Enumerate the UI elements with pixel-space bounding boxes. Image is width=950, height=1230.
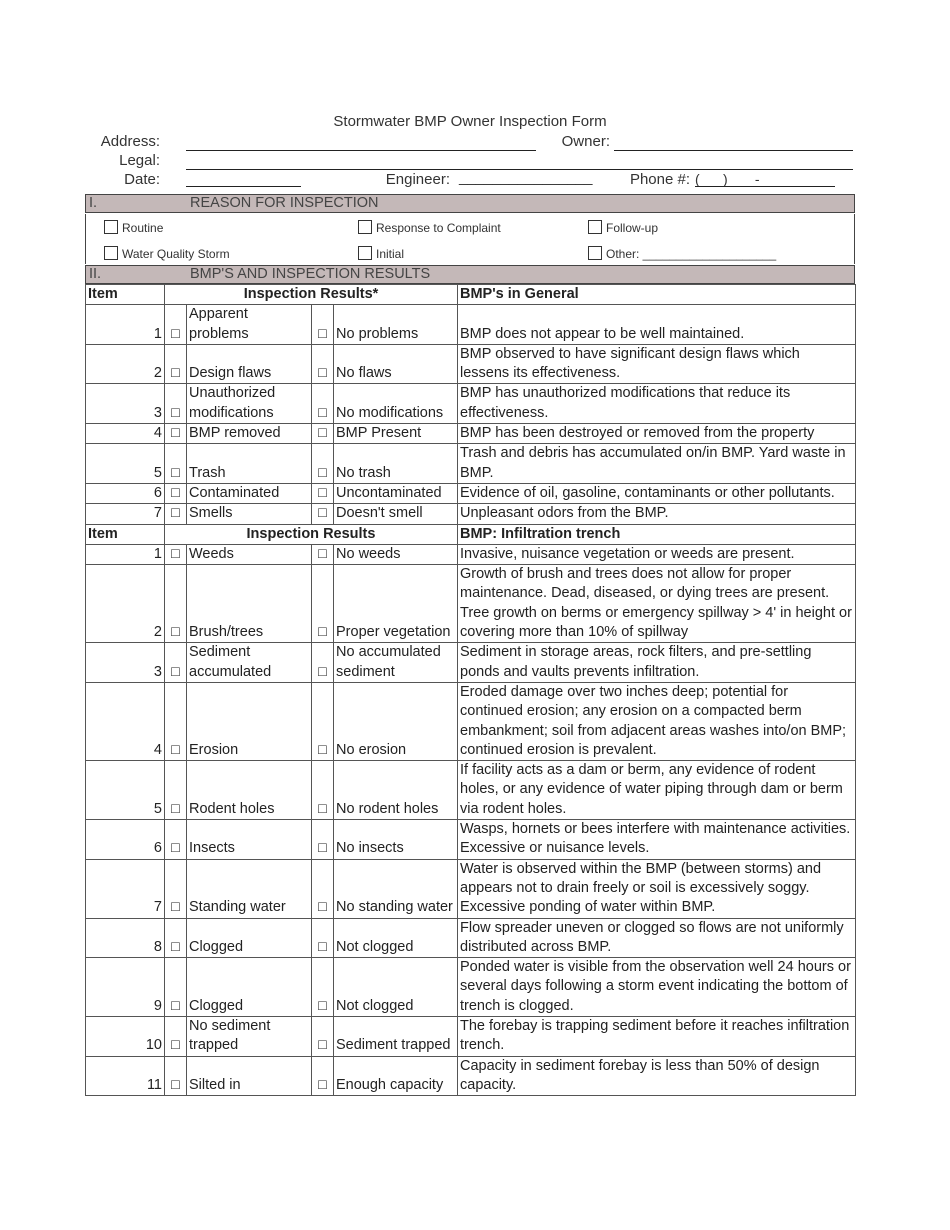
ok-label: No rodent holes: [334, 761, 458, 820]
table-row: [86, 504, 856, 524]
item-header: Item: [86, 524, 165, 544]
table-row: [86, 682, 856, 760]
other-checkbox[interactable]: [588, 246, 602, 260]
table-row: [86, 643, 856, 683]
other-label: Other: ____________________: [606, 247, 777, 261]
routine-checkbox[interactable]: [104, 220, 118, 234]
description: Sediment in storage areas, rock filters, and pre-settling ponds and vaults prevents infiltration.: [458, 643, 856, 683]
problem-checkbox[interactable]: □: [165, 859, 187, 918]
problem-label: Contaminated: [187, 483, 312, 503]
form-title: Stormwater BMP Owner Inspection Form: [333, 113, 607, 130]
problem-label: Smells: [187, 504, 312, 524]
item-number: 8: [86, 918, 165, 958]
ok-label: No insects: [334, 820, 458, 860]
owner-label: Owner:: [561, 133, 610, 150]
section-number: I.: [89, 195, 98, 211]
phone-label: Phone #:: [629, 171, 690, 188]
table-row: [86, 305, 856, 345]
ok-label: No trash: [334, 444, 458, 484]
initial-checkbox[interactable]: [358, 246, 372, 260]
ok-label: No flaws: [334, 344, 458, 384]
ok-checkbox[interactable]: □: [312, 424, 334, 444]
ok-label: No standing water: [334, 859, 458, 918]
problem-checkbox[interactable]: □: [165, 958, 187, 1017]
complaint-checkbox[interactable]: [358, 220, 372, 234]
item-number: 1: [86, 305, 165, 345]
ok-label: Not clogged: [334, 918, 458, 958]
problem-label: Clogged: [187, 918, 312, 958]
problem-label: Apparent problems: [187, 305, 312, 345]
inspection-table: [85, 284, 856, 1096]
ok-checkbox[interactable]: □: [312, 483, 334, 503]
problem-checkbox[interactable]: □: [165, 761, 187, 820]
storm-label: Water Quality Storm: [122, 247, 230, 261]
table-row: [86, 424, 856, 444]
problem-checkbox[interactable]: □: [165, 565, 187, 643]
item-number: 3: [86, 384, 165, 424]
description: Growth of brush and trees does not allow for proper maintenance. Dead, diseased, or dying trees are present. Tree growth on berms or emergency spillway > 4' in height or covering more than 10% of spillway: [458, 565, 856, 643]
table-row: [86, 1016, 856, 1056]
description: BMP has been destroyed or removed from the property: [458, 424, 856, 444]
description: Unpleasant odors from the BMP.: [458, 504, 856, 524]
ok-label: No accumulated sediment: [334, 643, 458, 683]
ok-checkbox[interactable]: □: [312, 444, 334, 484]
description: Wasps, hornets or bees interfere with maintenance activities. Excessive or nuisance levels.: [458, 820, 856, 860]
address-label: Address:: [100, 133, 160, 150]
description: BMP observed to have significant design flaws which lessens its effectiveness.: [458, 344, 856, 384]
description: Capacity in sediment forebay is less than 50% of design capacity.: [458, 1056, 856, 1096]
description-header: BMP's in General: [458, 285, 856, 305]
ok-checkbox[interactable]: □: [312, 643, 334, 683]
item-number: 2: [86, 344, 165, 384]
date-field[interactable]: [186, 186, 301, 187]
results-header: Inspection Results*: [165, 285, 458, 305]
table-row: [86, 820, 856, 860]
ok-label: No problems: [334, 305, 458, 345]
ok-checkbox[interactable]: □: [312, 918, 334, 958]
ok-checkbox[interactable]: □: [312, 859, 334, 918]
engineer-label: Engineer:: [385, 171, 450, 188]
description: If facility acts as a dam or berm, any evidence of rodent holes, or any evidence of water piping through dam or berm via rodent holes.: [458, 761, 856, 820]
problem-checkbox[interactable]: □: [165, 305, 187, 345]
table-row: [86, 761, 856, 820]
item-number: 6: [86, 483, 165, 503]
description: BMP does not appear to be well maintained.: [458, 305, 856, 345]
section-number: II.: [89, 266, 102, 282]
item-number: 5: [86, 444, 165, 484]
complaint-label: Response to Complaint: [376, 221, 501, 235]
item-number: 4: [86, 424, 165, 444]
problem-checkbox[interactable]: □: [165, 384, 187, 424]
routine-label: Routine: [122, 221, 164, 235]
item-number: 1: [86, 544, 165, 564]
problem-label: Clogged: [187, 958, 312, 1017]
item-number: 6: [86, 820, 165, 860]
table-row: [86, 384, 856, 424]
problem-checkbox[interactable]: □: [165, 424, 187, 444]
ok-checkbox[interactable]: □: [312, 820, 334, 860]
problem-checkbox[interactable]: □: [165, 918, 187, 958]
trench-header-row: [86, 524, 856, 544]
problem-checkbox[interactable]: □: [165, 444, 187, 484]
description: Water is observed within the BMP (between storms) and appears not to drain freely or soil is excessively soggy. Excessive ponding of water within BMP.: [458, 859, 856, 918]
section-title: BMP'S AND INSPECTION RESULTS: [190, 266, 431, 282]
section-title: REASON FOR INSPECTION: [190, 195, 379, 211]
ok-label: Uncontaminated: [334, 483, 458, 503]
engineer-field[interactable]: ________________: [459, 169, 593, 186]
problem-checkbox[interactable]: □: [165, 643, 187, 683]
problem-label: Trash: [187, 444, 312, 484]
problem-checkbox[interactable]: □: [165, 820, 187, 860]
problem-label: Rodent holes: [187, 761, 312, 820]
ok-label: Enough capacity: [334, 1056, 458, 1096]
address-field[interactable]: [186, 150, 536, 151]
problem-checkbox[interactable]: □: [165, 544, 187, 564]
ok-label: No weeds: [334, 544, 458, 564]
item-header: Item: [86, 285, 165, 305]
table-row: [86, 859, 856, 918]
table-row: [86, 344, 856, 384]
description: Invasive, nuisance vegetation or weeds are present.: [458, 544, 856, 564]
date-label: Date:: [124, 171, 160, 188]
description: Flow spreader uneven or clogged so flows are not uniformly distributed across BMP.: [458, 918, 856, 958]
item-number: 9: [86, 958, 165, 1017]
followup-label: Follow-up: [606, 221, 659, 235]
problem-label: Standing water: [187, 859, 312, 918]
problem-label: Weeds: [187, 544, 312, 564]
ok-checkbox[interactable]: □: [312, 305, 334, 345]
table-row: [86, 565, 856, 643]
problem-checkbox[interactable]: □: [165, 504, 187, 524]
description: BMP has unauthorized modifications that reduce its effectiveness.: [458, 384, 856, 424]
section-results-header: [85, 265, 855, 284]
problem-checkbox[interactable]: □: [165, 1016, 187, 1056]
problem-checkbox[interactable]: □: [165, 1056, 187, 1096]
item-number: 4: [86, 682, 165, 760]
problem-checkbox[interactable]: □: [165, 682, 187, 760]
problem-label: No sediment trapped: [187, 1016, 312, 1056]
problem-label: Silted in: [187, 1056, 312, 1096]
table-row: [86, 958, 856, 1017]
item-number: 7: [86, 504, 165, 524]
table-row: [86, 483, 856, 503]
ok-label: Proper vegetation: [334, 565, 458, 643]
problem-checkbox[interactable]: □: [165, 483, 187, 503]
ok-checkbox[interactable]: □: [312, 384, 334, 424]
phone-field[interactable]: ( ) -: [695, 171, 760, 187]
ok-label: BMP Present: [334, 424, 458, 444]
results-header: Inspection Results: [165, 524, 458, 544]
item-number: 2: [86, 565, 165, 643]
owner-field[interactable]: [614, 150, 853, 151]
description: Evidence of oil, gasoline, contaminants or other pollutants.: [458, 483, 856, 503]
description: Eroded damage over two inches deep; potential for continued erosion; any erosion on a compacted berm embankment; soil from adjacent areas washes into/on BMP; continued erosion is prevalent.: [458, 682, 856, 760]
description-header: BMP: Infiltration trench: [458, 524, 856, 544]
description: Trash and debris has accumulated on/in BMP. Yard waste in BMP.: [458, 444, 856, 484]
problem-label: Insects: [187, 820, 312, 860]
ok-checkbox[interactable]: □: [312, 958, 334, 1017]
item-number: 7: [86, 859, 165, 918]
followup-checkbox[interactable]: [588, 220, 602, 234]
table-row: [86, 1056, 856, 1096]
item-number: 3: [86, 643, 165, 683]
problem-label: BMP removed: [187, 424, 312, 444]
problem-label: Sediment accumulated: [187, 643, 312, 683]
ok-label: Not clogged: [334, 958, 458, 1017]
ok-label: Sediment trapped: [334, 1016, 458, 1056]
item-number: 10: [86, 1016, 165, 1056]
general-header-row: [86, 285, 856, 305]
initial-label: Initial: [376, 247, 405, 261]
storm-checkbox[interactable]: [104, 246, 118, 260]
ok-checkbox[interactable]: □: [312, 682, 334, 760]
item-number: 11: [86, 1056, 165, 1096]
table-row: [86, 918, 856, 958]
description: The forebay is trapping sediment before it reaches infiltration trench.: [458, 1016, 856, 1056]
ok-label: No erosion: [334, 682, 458, 760]
problem-label: Erosion: [187, 682, 312, 760]
legal-label: Legal:: [119, 152, 160, 169]
item-number: 5: [86, 761, 165, 820]
description: Ponded water is visible from the observation well 24 hours or several days following a storm event indicating the bottom of trench is clogged.: [458, 958, 856, 1017]
ok-checkbox[interactable]: □: [312, 504, 334, 524]
ok-checkbox[interactable]: □: [312, 761, 334, 820]
ok-checkbox[interactable]: □: [312, 544, 334, 564]
table-row: [86, 444, 856, 484]
ok-checkbox[interactable]: □: [312, 565, 334, 643]
table-row: [86, 544, 856, 564]
problem-checkbox[interactable]: □: [165, 344, 187, 384]
problem-label: Unauthorized modifications: [187, 384, 312, 424]
ok-checkbox[interactable]: □: [312, 344, 334, 384]
problem-label: Brush/trees: [187, 565, 312, 643]
section-reason-header: [85, 194, 855, 213]
ok-checkbox[interactable]: □: [312, 1056, 334, 1096]
ok-label: No modifications: [334, 384, 458, 424]
problem-label: Design flaws: [187, 344, 312, 384]
ok-label: Doesn't smell: [334, 504, 458, 524]
ok-checkbox[interactable]: □: [312, 1016, 334, 1056]
